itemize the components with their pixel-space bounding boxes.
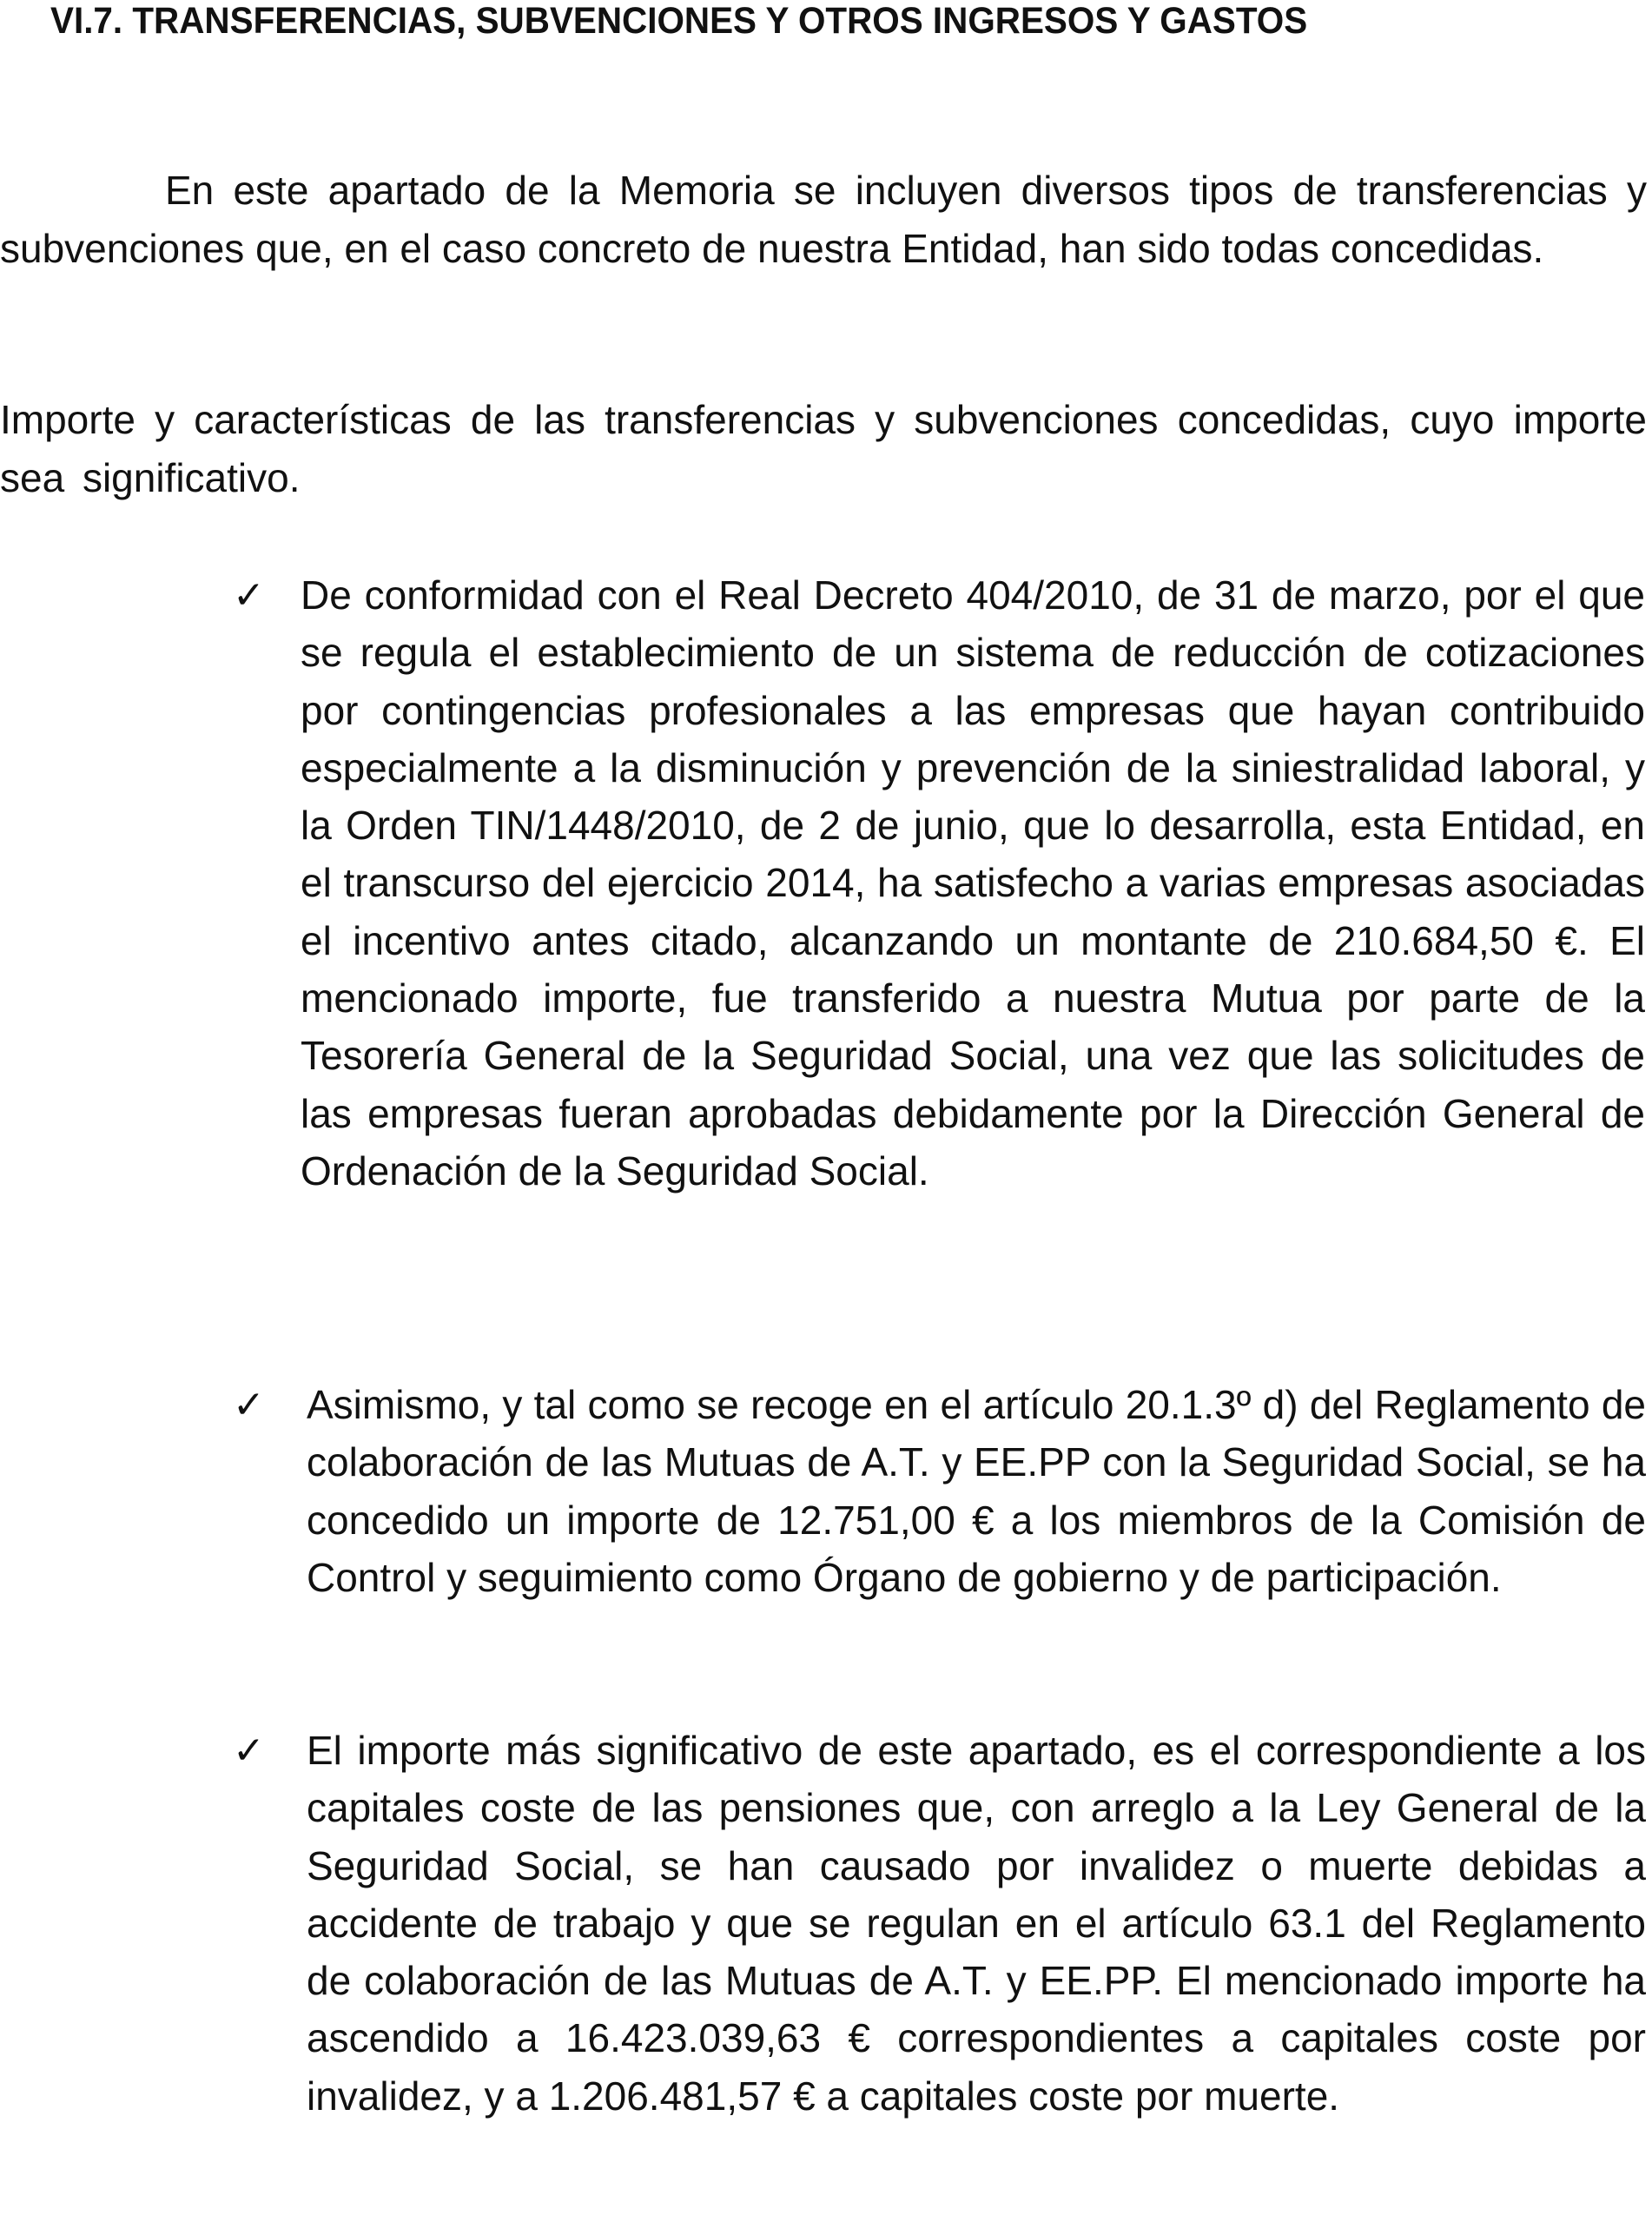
checkmark-icon: ✓ — [233, 1383, 265, 1427]
subheading-paragraph: Importe y características de las transferencias y subvenciones concedidas, cuyo importe sea significativo. — [0, 397, 1647, 500]
bullet-text-2: Asimismo, y tal como se recoge en el artículo 20.1.3º d) del Reglamento de colaboración de las Mutuas de A.T. y EE.PP con la Seguridad Social, se ha concedido un importe de 12.751,00 € a los miembros de la Comisión de Control y seguimiento como Órgano de gobierno y de participación. — [307, 1382, 1646, 1600]
bullet-text-3: El importe más significativo de este apartado, es el correspondiente a los capitales coste de las pensiones que, con arreglo a la Ley General de la Seguridad Social, se han causado por invalidez o muerte debidas a accidente de trabajo y que se regulan en el artículo 63.1 del Reglamento de colaboración de las Mutuas de A.T. y EE.PP. El mencionado importe ha ascendido a 16.423.039,63 € correspondientes a capitales coste por invalidez, y a 1.206.481,57 € a capitales coste por muerte. — [307, 1728, 1646, 2119]
intro-paragraph: En este apartado de la Memoria se incluyen diversos tipos de transferencias y subvenciones que, en el caso concreto de nuestra Entidad, han sido todas concedidas. — [0, 168, 1647, 271]
checkmark-icon: ✓ — [233, 1729, 265, 1773]
checkmark-icon: ✓ — [233, 573, 265, 618]
section-title: VI.7. TRANSFERENCIAS, SUBVENCIONES Y OTROS INGRESOS Y GASTOS — [50, 0, 1308, 42]
bullet-text-1: De conformidad con el Real Decreto 404/2010, de 31 de marzo, por el que se regula el establecimiento de un sistema de reducción de cotizaciones por contingencias profesionales a las empresas que hayan contribuido especialmente a la disminución y prevención de la siniestralidad laboral, y la Orden TIN/1448/2010, de 2 de junio, que lo desarrolla, esta Entidad, en el transcurso del ejercicio 2014, ha satisfecho a varias empresas asociadas el incentivo antes citado, alcanzando un montante de 210.684,50 €. El mencionado importe, fue transferido a nuestra Mutua por parte de la Tesorería General de la Seguridad Social, una vez que las solicitudes de las empresas fueran aprobadas debidamente por la Dirección General de Ordenación de la Seguridad Social. — [301, 572, 1645, 1194]
